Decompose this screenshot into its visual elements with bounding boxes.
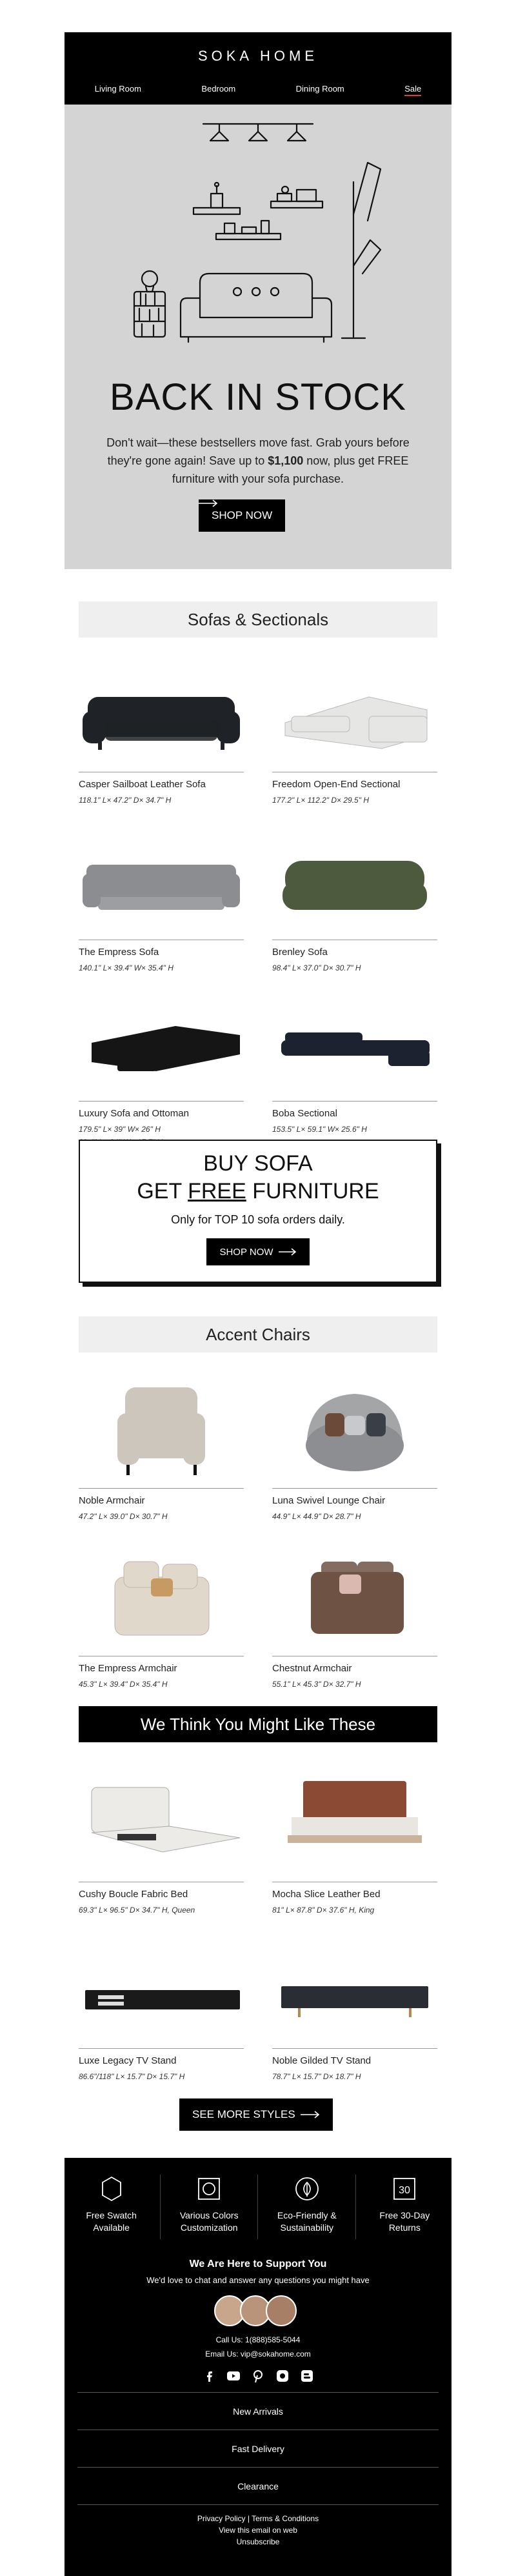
product-card[interactable] [79, 1368, 244, 1523]
product-dimensions: 98.4" L× 37.0" D× 30.7" H [272, 963, 361, 972]
arrow-right-icon [301, 2111, 320, 2118]
footer-links [64, 2392, 452, 2504]
product-dimensions: 55.1" L× 45.3" D× 32.7" H [272, 1680, 361, 1689]
feature-eco-friendly: Eco-Friendly & Sustainability [262, 2175, 352, 2249]
product-name[interactable]: The Empress Armchair [79, 1663, 177, 1674]
returns-icon [390, 2175, 419, 2203]
product-image[interactable] [272, 981, 437, 1097]
email-us-link[interactable]: Email Us: vip@sokahome.com [205, 2350, 311, 2359]
hero-banner[interactable] [64, 105, 452, 569]
header [64, 32, 452, 105]
product-name[interactable]: Chestnut Armchair [272, 1663, 352, 1674]
promo-line-1: BUY SOFA [203, 1151, 313, 1176]
product-card[interactable] [272, 1928, 437, 2083]
call-us-link[interactable]: Call Us: 1(888)585-5044 [215, 2335, 301, 2344]
product-dimensions: 47.2" L× 39.0" D× 30.7" H [79, 1512, 168, 1521]
legal-links [77, 2504, 439, 2548]
blog-icon[interactable] [300, 2369, 314, 2383]
see-more-styles-button[interactable]: SEE MORE STYLES [179, 2098, 333, 2131]
product-image[interactable] [79, 820, 244, 936]
product-name[interactable]: Cushy Boucle Fabric Bed [79, 1889, 188, 1900]
view-on-web-link[interactable]: View this email on web [219, 2526, 297, 2535]
product-dimensions: 45.3" L× 39.4" D× 35.4" H [79, 1680, 168, 1689]
facebook-icon[interactable] [202, 2369, 216, 2383]
product-card[interactable] [272, 1536, 437, 1691]
product-card[interactable] [79, 981, 244, 1149]
feature-various-colors: Various Colors Customization [164, 2175, 254, 2249]
section-title-recommendations: We Think You Might Like These [79, 1706, 437, 1742]
footer-link-fast-delivery[interactable]: Fast Delivery [77, 2430, 439, 2467]
product-image[interactable] [79, 652, 244, 768]
hero-description: Don't wait—these bestsellers move fast. Grab yours before they're gone again! Save up to $1,100 now, plus get FREE furniture with your sofa purchase. [106, 436, 410, 485]
support-team-avatars [64, 2295, 452, 2326]
nav-bedroom[interactable]: Bedroom [201, 84, 236, 94]
product-image[interactable] [272, 820, 437, 936]
product-dimensions: 118.1" L× 47.2" D× 34.7" H [79, 796, 172, 805]
product-name[interactable]: Luna Swivel Lounge Chair [272, 1495, 386, 1506]
hero-title: BACK IN STOCK [110, 376, 406, 418]
pinterest-icon[interactable] [251, 2369, 265, 2383]
product-card[interactable] [79, 820, 244, 974]
nav-living-room[interactable]: Living Room [94, 84, 141, 94]
product-dimensions: 44.9" L× 44.9" D× 28.7" H [272, 1512, 361, 1521]
feature-free-returns: 30 Free 30-Day Returns [359, 2175, 450, 2249]
product-image[interactable] [79, 1368, 244, 1484]
product-dimensions: 78.7" L× 15.7" D× 18.7" H [272, 2072, 361, 2081]
arrow-right-icon [199, 499, 218, 507]
nav-dining-room[interactable]: Dining Room [295, 84, 344, 94]
product-name[interactable]: Luxury Sofa and Ottoman [79, 1108, 189, 1119]
product-dimensions: 140.1" L× 39.4" W× 35.4" H [79, 963, 174, 972]
product-card[interactable] [272, 1762, 437, 1917]
product-image[interactable] [272, 1536, 437, 1652]
product-image[interactable] [79, 1928, 244, 2044]
promo-line-3: Only for TOP 10 sofa orders daily. [171, 1213, 345, 1226]
product-name[interactable]: Noble Armchair [79, 1495, 145, 1506]
product-name[interactable]: Luxe Legacy TV Stand [79, 2055, 177, 2066]
feature-free-swatch: Free Swatch Available [66, 2175, 157, 2249]
product-name[interactable]: Brenley Sofa [272, 947, 328, 958]
swatch-icon [97, 2175, 126, 2203]
section-title-sofas: Sofas & Sectionals [79, 601, 437, 638]
svg-text:30: 30 [399, 2185, 411, 2196]
product-name[interactable]: Mocha Slice Leather Bed [272, 1889, 381, 1900]
promo-banner[interactable] [79, 1140, 437, 1283]
product-image[interactable] [272, 1928, 437, 2044]
product-dimensions: 86.6"/118" L× 15.7" D× 15.7" H [79, 2072, 185, 2081]
avatar [266, 2295, 297, 2326]
product-card[interactable] [272, 981, 437, 1136]
social-links [64, 2369, 452, 2383]
product-dimensions: 153.5" L× 59.1" W× 25.6" H [272, 1125, 367, 1134]
product-image[interactable] [79, 1762, 244, 1878]
support-title: We Are Here to Support You [189, 2259, 327, 2269]
product-card[interactable] [272, 820, 437, 974]
footer-link-new-arrivals[interactable]: New Arrivals [77, 2392, 439, 2430]
product-image[interactable] [79, 1536, 244, 1652]
footer [64, 2158, 452, 2576]
arrow-right-icon [279, 1248, 297, 1256]
product-dimensions: 177.2" L× 112.2" D× 29.5" H [272, 796, 369, 805]
nav-sale[interactable]: Sale [404, 84, 421, 96]
footer-link-clearance[interactable]: Clearance [77, 2467, 439, 2504]
instagram-icon[interactable] [275, 2369, 290, 2383]
product-dimensions: 81" L× 87.8" D× 37.6" H, King [272, 1906, 375, 1915]
product-name[interactable]: Noble Gilded TV Stand [272, 2055, 372, 2066]
product-card[interactable] [272, 1368, 437, 1523]
hero-shop-now-button[interactable]: SHOP NOW [199, 499, 285, 532]
palette-icon [195, 2175, 223, 2203]
product-image[interactable] [79, 981, 244, 1097]
leaf-icon [293, 2175, 321, 2203]
product-card[interactable] [79, 1928, 244, 2083]
product-name[interactable]: Freedom Open-End Sectional [272, 779, 401, 790]
email-container [64, 32, 452, 2546]
product-image[interactable] [272, 1368, 437, 1484]
support-subtitle: We'd love to chat and answer any questions you might have [146, 2275, 370, 2285]
privacy-terms-links[interactable]: Privacy Policy | Terms & Conditions [197, 2514, 319, 2523]
youtube-icon[interactable] [226, 2369, 241, 2383]
product-image[interactable] [272, 652, 437, 768]
nav-bar [64, 77, 452, 96]
promo-shop-now-button[interactable]: SHOP NOW [206, 1238, 309, 1265]
hero-room-illustration [64, 105, 452, 363]
product-dimensions: 179.5" L× 39" W× 26" H [79, 1125, 161, 1134]
product-name[interactable]: Boba Sectional [272, 1108, 337, 1119]
product-card[interactable] [79, 1762, 244, 1917]
product-card[interactable] [272, 652, 437, 807]
feature-strip [64, 2158, 452, 2249]
section-title-accent-chairs: Accent Chairs [79, 1316, 437, 1353]
product-card[interactable] [79, 652, 244, 807]
promo-line-2: GET FREE FURNITURE [137, 1179, 379, 1203]
product-name[interactable]: The Empress Sofa [79, 947, 159, 958]
unsubscribe-link[interactable]: Unsubscribe [236, 2537, 280, 2546]
brand-logo[interactable]: SOKA HOME [197, 48, 319, 64]
product-card[interactable] [79, 1536, 244, 1691]
product-dimensions: 69.3" L× 96.5" D× 34.7" H, Queen [79, 1906, 195, 1915]
product-image[interactable] [272, 1762, 437, 1878]
product-name[interactable]: Casper Sailboat Leather Sofa [79, 779, 206, 790]
